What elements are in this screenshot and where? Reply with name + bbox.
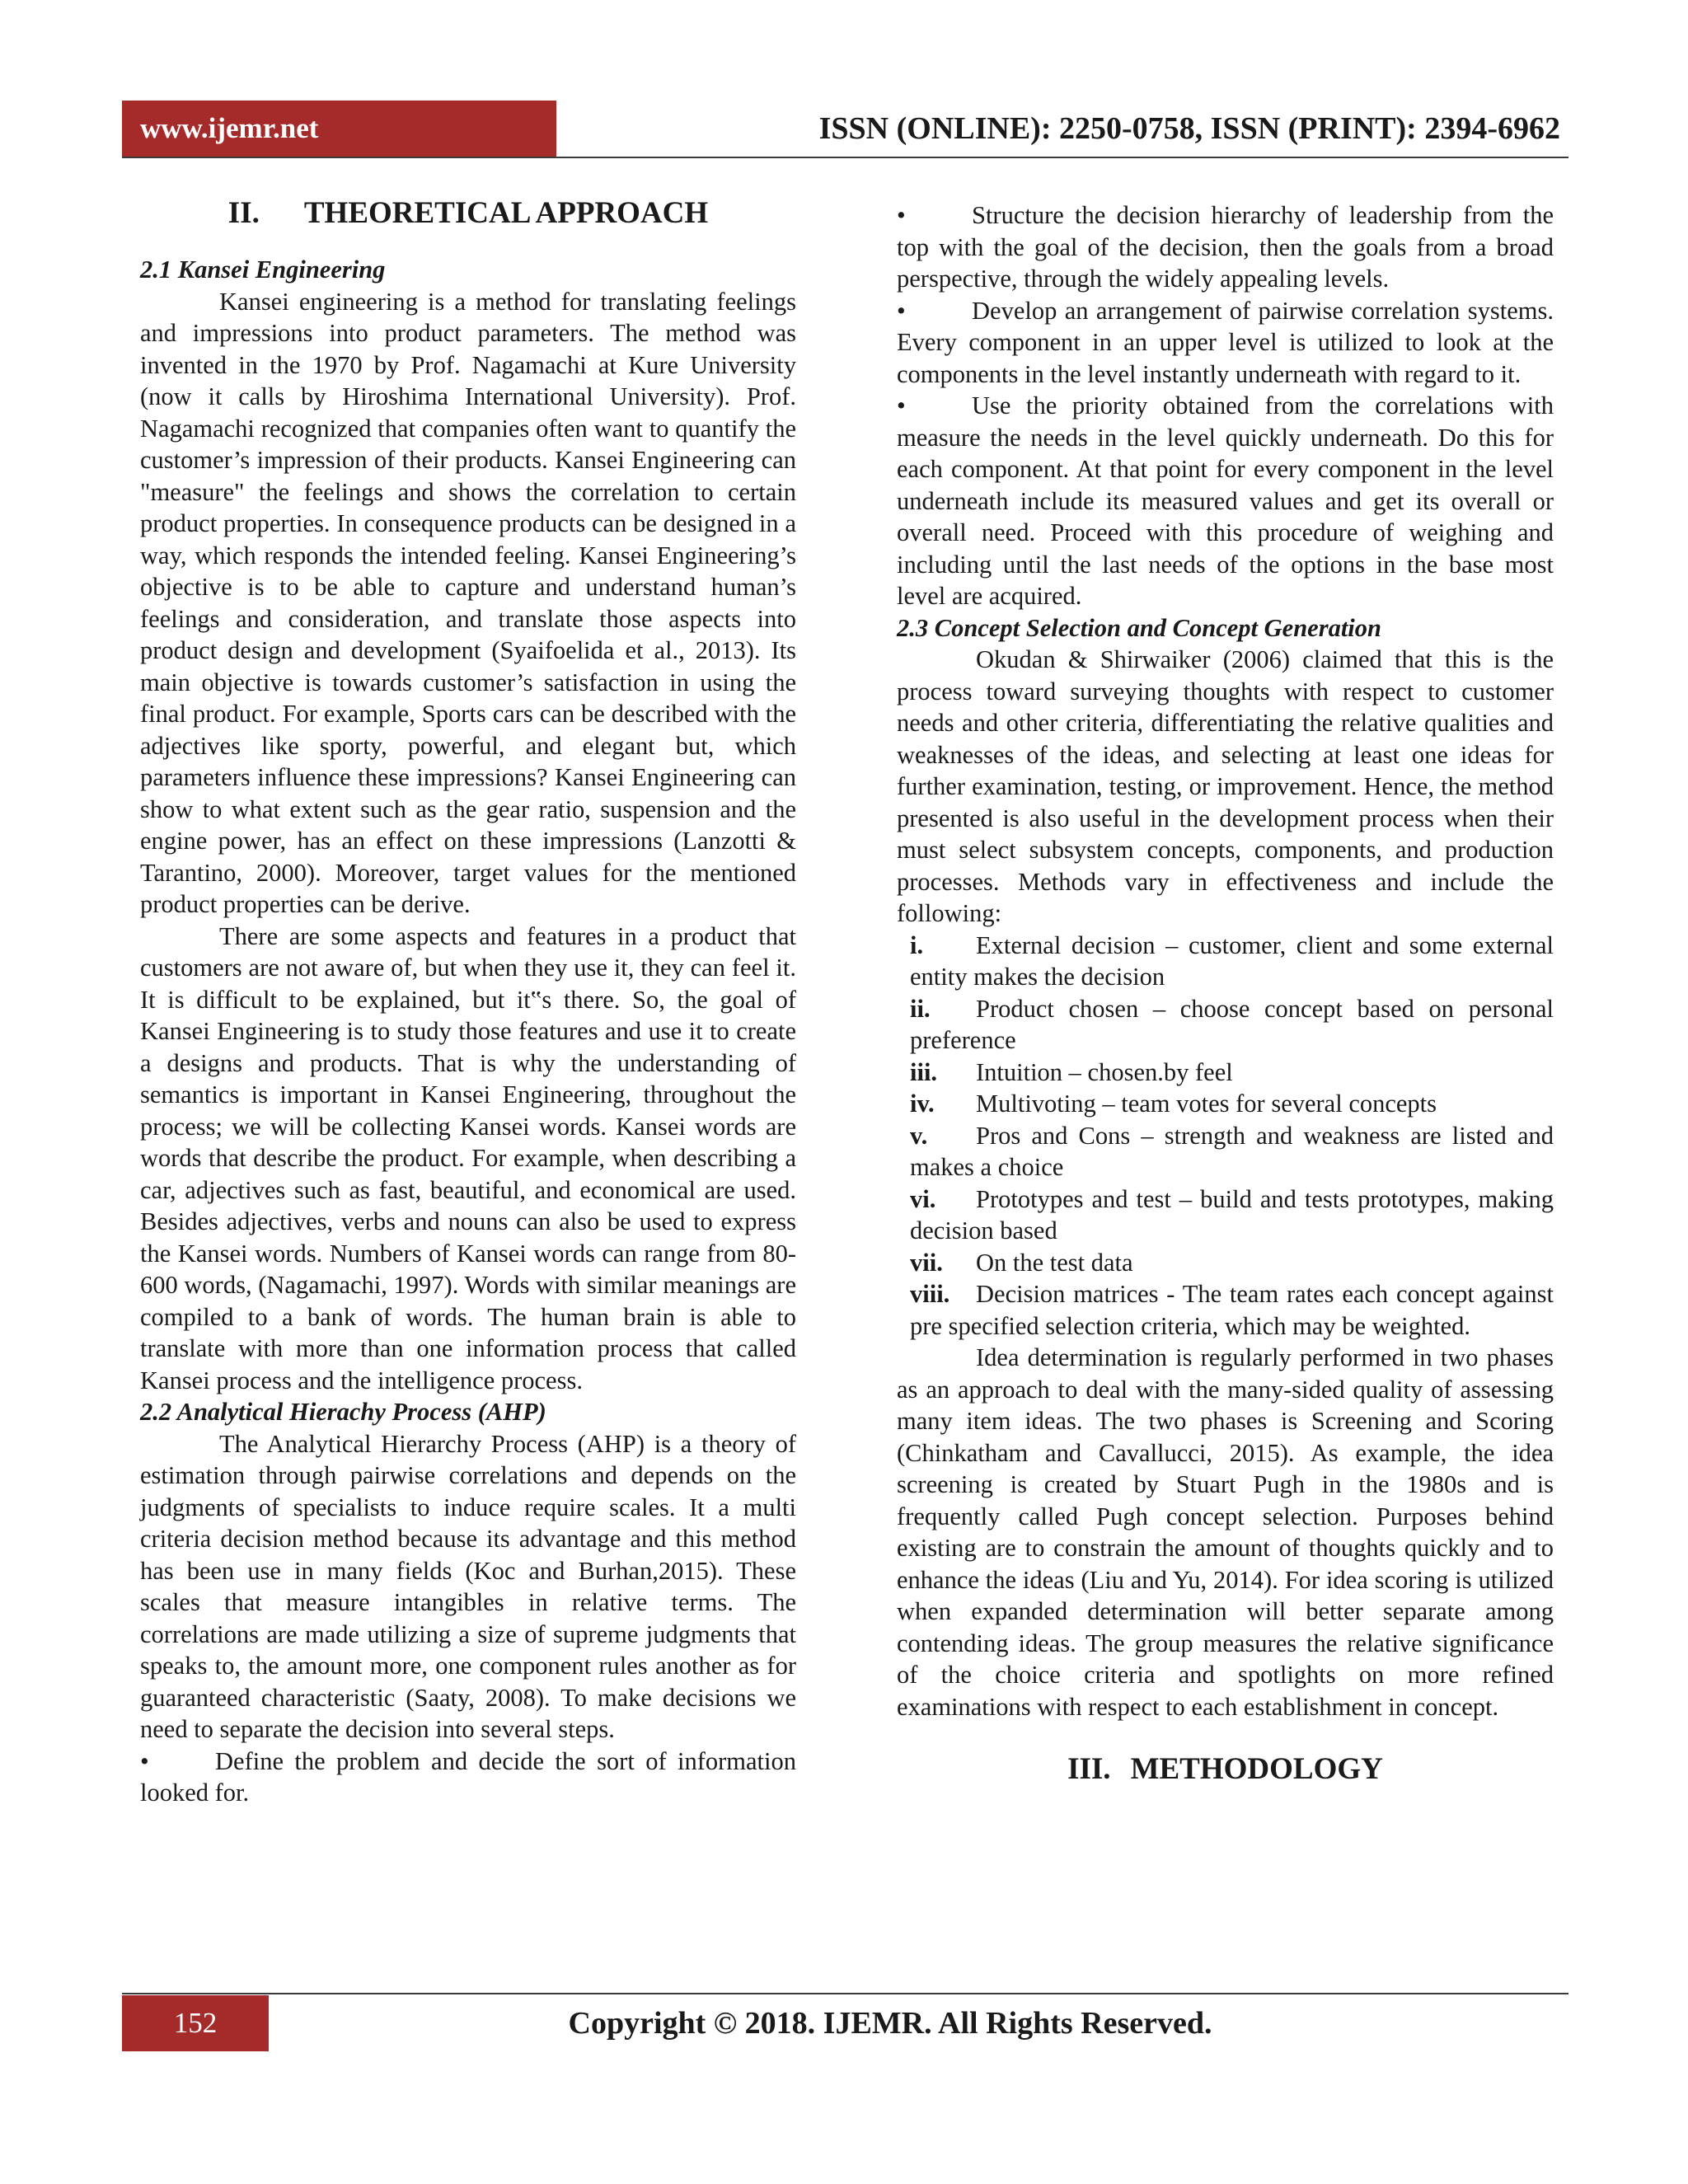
item-text: Pros and Cons – strength and weakness are listed and makes a choice: [910, 1121, 1554, 1181]
header-rule: [122, 157, 1568, 158]
item-text: Prototypes and test – build and tests prototypes, making decision based: [910, 1184, 1554, 1244]
paragraph-concept-1: Okudan & Shirwaiker (2006) claimed that this is the process toward surveying thoughts with respect to customer needs and other criteria, differentiating the relative qualities and weaknesses of the ideas, and selecting at least one ideas for further examination, testing, or improvement. Hence, the method presented is also useful in the development process when their must select subsystem concepts, components, and production processes. Methods vary in effectiveness and include the following:: [897, 645, 1554, 927]
method-list-item: [897, 993, 1554, 1057]
page-number: 152: [122, 1995, 269, 2051]
bullet-item: [140, 1746, 796, 1809]
item-text: External decision – customer, client and some external entity makes the decision: [910, 930, 1554, 991]
item-number: viii.: [910, 1280, 950, 1308]
bullet-text: Define the problem and decide the sort of information looked for.: [140, 1746, 796, 1807]
subsection-heading-kansei: 2.1 Kansei Engineering: [140, 255, 386, 284]
method-list-item: [897, 1120, 1554, 1183]
paragraph-ahp-1: The Analytical Hierarchy Process (AHP) is a theory of estimation through pairwise correlations and depends on the judgments of specialists to induce require scales. It a multi criteria decision method because its advantage and this method has been use in many fields (Koc and Burhan,2015). These scales that measure intangibles in relative terms. The correlations are made utilizing a size of supreme judgments that speaks to, the amount more, one component rules another as for guaranteed characteristic (Saaty, 2008). To make decisions we need to separate the decision into several steps.: [140, 1429, 796, 1743]
bullet-dot-icon: •: [897, 391, 906, 419]
copyright-notice: Copyright © 2018. IJEMR. All Rights Reserved.: [568, 2006, 1212, 2041]
item-number: vi.: [910, 1184, 936, 1213]
item-number: v.: [910, 1121, 928, 1150]
section-number: III.: [1067, 1752, 1111, 1786]
section-title: THEORETICAL APPROACH: [303, 196, 709, 230]
subsection-heading-concept: 2.3 Concept Selection and Concept Generation: [897, 613, 1381, 642]
item-number: i.: [910, 930, 924, 959]
item-text: On the test data: [976, 1248, 1133, 1277]
method-list-item: [897, 1247, 1554, 1279]
journal-site-banner: www.ijemr.net: [122, 101, 556, 157]
method-list-item: [897, 1088, 1554, 1120]
item-number: iii.: [910, 1057, 938, 1086]
item-number: vii.: [910, 1248, 943, 1277]
section-heading-theoretical: [140, 194, 796, 232]
section-title: METHODOLOGY: [1130, 1752, 1383, 1786]
item-number: ii.: [910, 994, 931, 1023]
item-text: Intuition – chosen.by feel: [976, 1057, 1233, 1086]
bullet-dot-icon: •: [897, 296, 906, 325]
item-text: Product chosen – choose concept based on personal preference: [910, 994, 1554, 1054]
method-list-item: [897, 1278, 1554, 1342]
bullet-dot-icon: •: [897, 201, 906, 229]
bullet-text: Develop an arrangement of pairwise correlation systems. Every component in an upper level is utilized to look at the components in the level instantly underneath with regard to it.: [897, 296, 1554, 388]
issn-line: ISSN (ONLINE): 2250-0758, ISSN (PRINT): 2394-6962: [818, 111, 1560, 146]
left-column: [140, 194, 796, 1809]
section-heading-methodology: [897, 1750, 1554, 1788]
method-list-item: [897, 1057, 1554, 1089]
bullet-dot-icon: •: [140, 1746, 149, 1775]
bullet-text: Use the priority obtained from the correlations with measure the needs in the level quickly underneath. Do this for each component. At that point for every component in the level underneath include its measured values and get its overall or overall need. Proceed with this procedure of weighing and including until the last needs of the options in the base most level are acquired.: [897, 391, 1554, 610]
item-text: Multivoting – team votes for several concepts: [976, 1090, 1437, 1118]
bullet-item: [897, 295, 1554, 391]
item-text: Decision matrices - The team rates each concept against pre specified selection criteria, which may be weighted.: [910, 1280, 1554, 1340]
bullet-item: [897, 199, 1554, 295]
paragraph-kansei-2: There are some aspects and features in a product that customers are not aware of, but when they use it, they can feel it. It is difficult to be explained, but it‟s there. So, the goal of Kansei Engineering is to study those features and use it to create a designs and products. That is why the understanding of semantics is important in Kansei Engineering, throughout the process; we will be collecting Kansei words. Kansei words are words that describe the product. For example, when describing a car, adjectives such as fast, beautiful, and economical are used. Besides adjectives, verbs and nouns can also be used to express the Kansei words. Numbers of Kansei words can range from 80-600 words, (Nagamachi, 1997). Words with similar meanings are compiled to a bank of words. The human brain is able to translate with more than one information process that called Kansei process and the intelligence process.: [140, 921, 796, 1394]
subsection-heading-ahp: 2.2 Analytical Hierachy Process (AHP): [140, 1398, 546, 1426]
item-number: iv.: [910, 1090, 935, 1118]
right-column: [897, 199, 1554, 1788]
method-list-item: [897, 1183, 1554, 1247]
bullet-item: [897, 390, 1554, 612]
bullet-text: Structure the decision hierarchy of leadership from the top with the goal of the decision, then the goals from a broad perspective, through the widely appealing levels.: [897, 201, 1554, 293]
paragraph-kansei-1: Kansei engineering is a method for translating feelings and impressions into product parameters. The method was invented in the 1970 by Prof. Nagamachi at Kure University (now it calls by Hiroshima International University). Prof. Nagamachi recognized that companies often want to quantify the customer’s impression of their products. Kansei Engineering can "measure" the feelings and shows the correlation to certain product properties. In consequence products can be designed in a way, which responds the intended feeling. Kansei Engineering’s objective is to be able to capture and understand human’s feelings and consideration, and translate those aspects into product design and development (Syaifoelida et al., 2013). Its main objective is towards customer’s satisfaction in using the final product. For example, Sports cars can be described with the adjectives like sporty, powerful, and elegant but, which parameters influence these impressions? Kansei Engineering can show to what extent such as the gear ratio, suspension and the engine power, has an effect on these impressions (Lanzotti & Tarantino, 2000). Moreover, target values for the mentioned product properties can be derive.: [140, 287, 796, 918]
method-list-item: [897, 930, 1554, 993]
paragraph-concept-2: Idea determination is regularly performed in two phases as an approach to deal with the many-sided quality of assessing many item ideas. The two phases is Screening and Scoring (Chinkatham and Cavallucci, 2015). As example, the idea screening is created by Stuart Pugh in the 1980s and is frequently called Pugh concept selection. Purposes behind existing are to constrain the amount of thoughts quickly and to enhance the ideas (Liu and Yu, 2014). For idea scoring is utilized when expanded determination will better separate among contending ideas. The group measures the relative significance of the choice criteria and spotlights on more refined examinations with respect to each establishment in concept.: [897, 1343, 1554, 1721]
section-number: II.: [227, 196, 260, 230]
footer-rule: [122, 1993, 1568, 1994]
